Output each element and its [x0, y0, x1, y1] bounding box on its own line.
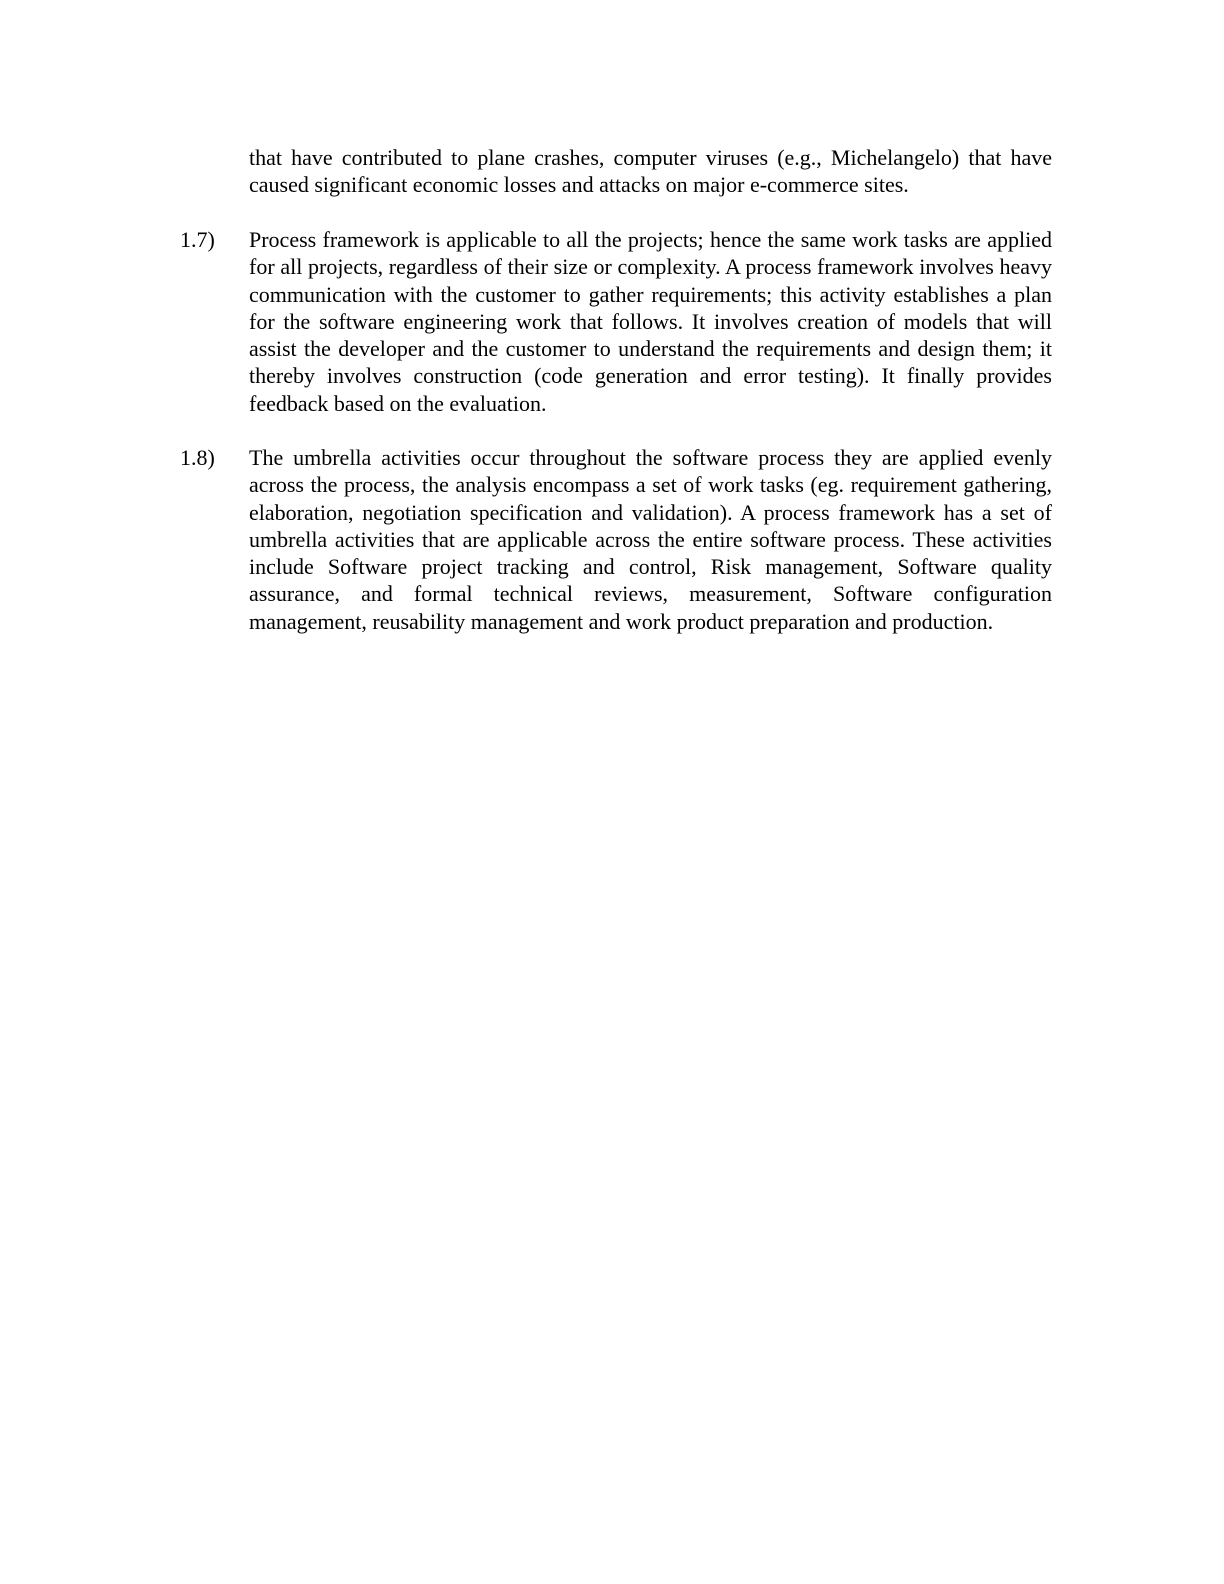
paragraph-text: The umbrella activities occur throughout the software process they are applied evenly across the process, the analysis encompass a set of work tasks (eg. requirement gathering, elaboration, negotiation specification and validation). A process framework has a set of umbrella activities that are applicable across the entire software process. These activities include Software project tracking and control, Risk management, Software quality assurance, and formal technical reviews, measurement, Software configuration management, reusability management and work product preparation and production.	[249, 445, 1052, 634]
item-paragraph-1-7	[249, 226, 1052, 417]
paragraph-text: Process framework is applicable to all the projects; hence the same work tasks are applied for all projects, regardless of their size or complexity. A process framework involves heavy communication with the customer to gather requirements; this activity establishes a plan for the software engineering work that follows. It involves creation of models that will assist the developer and the customer to understand the requirements and design them; it thereby involves construction (code generation and error testing). It finally provides feedback based on the evaluation.	[249, 227, 1052, 416]
item-number-1-8: 1.8)	[180, 445, 215, 470]
item-number-1-7: 1.7)	[180, 227, 215, 252]
item-paragraph-1-8	[249, 444, 1052, 635]
paragraph-text: that have contributed to plane crashes, computer viruses (e.g., Michelangelo) that have caused significant economic losses and attacks on major e-commerce sites.	[249, 145, 1052, 198]
continuation-paragraph	[249, 144, 1052, 199]
